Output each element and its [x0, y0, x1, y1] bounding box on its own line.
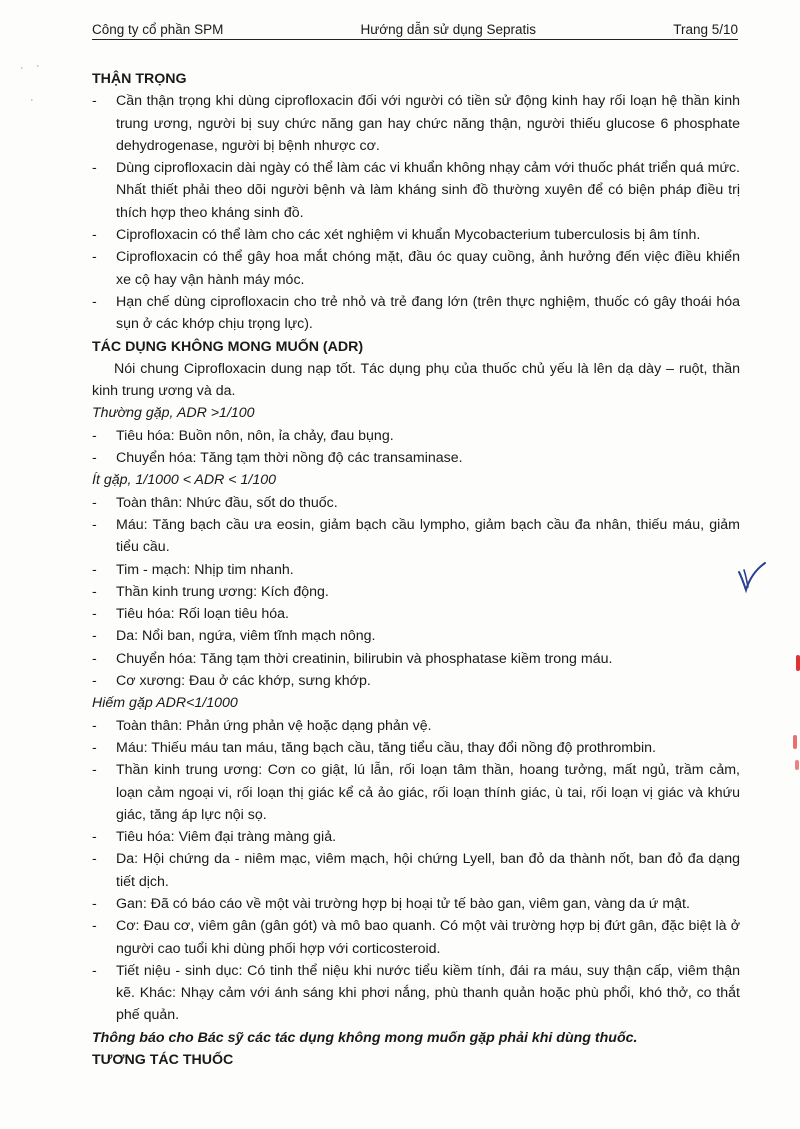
list-dash: -	[92, 717, 97, 734]
list-dash: -	[92, 494, 97, 511]
list-item-text: Tim - mạch: Nhịp tim nhanh.	[116, 561, 294, 578]
red-stamp-edge	[796, 655, 800, 671]
list-dash: -	[92, 628, 97, 645]
list-item	[92, 960, 740, 1027]
red-stamp-edge	[795, 760, 799, 770]
list-item-text: Hạn chế dùng ciprofloxacin cho trẻ nhỏ và trẻ đang lớn (trên thực nghiệm, thuốc có gây thoái hóa sụn ở các khớp chịu trọng lực).	[116, 293, 740, 333]
list-item	[92, 737, 740, 759]
list-dash: -	[92, 450, 97, 467]
list-item	[92, 826, 740, 848]
list-dash: -	[92, 829, 97, 846]
list-item	[92, 246, 740, 291]
list-item-text: Tiêu hóa: Buồn nôn, nôn, ỉa chảy, đau bụng.	[116, 427, 394, 444]
list-item-text: Gan: Đã có báo cáo về một vài trường hợp bị hoại tử tế bào gan, viêm gan, vàng da ứ mật.	[116, 895, 690, 912]
list-dash: -	[92, 851, 97, 868]
list-item	[92, 893, 740, 915]
bullet-list	[92, 492, 740, 693]
bullet-list	[92, 90, 740, 335]
list-item	[92, 224, 740, 246]
list-item-text: Cơ: Đau cơ, viêm gân (gân gót) và mô bao quanh. Có một vài trường hợp bị đứt gân, đặc biệt là ở người cao tuổi khi dùng phối hợp với corticosteroid.	[116, 918, 740, 957]
list-item	[92, 581, 740, 603]
list-item	[92, 848, 740, 893]
list-item-text: Tiết niệu - sinh dục: Có tinh thể niệu khi nước tiểu kiềm tính, đái ra máu, suy thận cấp, viêm thận kẽ. Khác: Nhạy cảm với ánh sáng khi phơi nắng, phù thanh quản hoặc phù phổi, khó thở, co thắt phế quản.	[116, 962, 740, 1024]
margin-speck: ·	[36, 60, 40, 72]
bullet-list	[92, 425, 740, 470]
list-item-text: Da: Hội chứng da - niêm mạc, viêm mạch, hội chứng Lyell, ban đỏ da thành nốt, ban đỏ đa dạng tiết dịch.	[116, 851, 740, 890]
list-dash: -	[92, 293, 97, 310]
list-dash: -	[92, 516, 97, 533]
list-dash: -	[92, 93, 97, 110]
section-heading: THẬN TRỌNG	[92, 71, 187, 87]
margin-speck: ·	[20, 62, 24, 74]
list-dash: -	[92, 583, 97, 600]
list-item-text: Chuyển hóa: Tăng tạm thời creatinin, bilirubin và phosphatase kiềm trong máu.	[116, 650, 613, 667]
bullet-list	[92, 715, 740, 1027]
list-item-text: Toàn thân: Phản ứng phản vệ hoặc dạng phản vệ.	[116, 717, 432, 734]
list-dash: -	[92, 650, 97, 667]
frequency-subheading: Thường gặp, ADR >1/100	[92, 405, 255, 422]
list-item-text: Thần kinh trung ương: Cơn co giật, lú lẫn, rối loạn tâm thần, hoang tưởng, mất ngủ, trầm cảm, loạn cảm ngoại vi, rối loạn thị giác kể cả ảo giác, rối loạn thính giác, ù tai, rối loạn vị giác và khứu giác, tăng áp lực nội sọ.	[116, 762, 740, 823]
list-item-text: Máu: Tăng bạch cầu ưa eosin, giảm bạch cầu lympho, giảm bạch cầu đa nhân, thiếu máu, giảm tiểu cầu.	[116, 516, 740, 556]
list-item	[92, 603, 740, 625]
list-item-text: Da: Nổi ban, ngứa, viêm tĩnh mạch nông.	[116, 628, 376, 645]
list-item-text: Cần thận trọng khi dùng ciprofloxacin đối với người có tiền sử động kinh hay rối loạn hệ thần kinh trung ương, người bị suy chức năng gan hay chức năng thận, người thiếu glucose 6 phosphate dehydrogenase, người bị bệnh nhược cơ.	[116, 93, 740, 154]
list-dash: -	[92, 918, 97, 935]
list-item-text: Ciprofloxacin có thể gây hoa mắt chóng mặt, đầu óc quay cuồng, ảnh hưởng đến việc điều khiển xe cộ hay vận hành máy móc.	[116, 249, 740, 288]
page-header	[92, 17, 738, 40]
list-item	[92, 291, 740, 336]
list-dash: -	[92, 962, 97, 979]
list-item	[92, 625, 740, 647]
list-item-text: Toàn thân: Nhức đầu, sốt do thuốc.	[116, 494, 338, 511]
list-item	[92, 157, 740, 224]
list-item	[92, 514, 740, 559]
list-item	[92, 759, 740, 826]
notice-text: Thông báo cho Bác sỹ các tác dụng không mong muốn gặp phải khi dùng thuốc.	[92, 1029, 638, 1046]
red-stamp-edge	[793, 735, 797, 749]
list-item-text: Thần kinh trung ương: Kích động.	[116, 583, 329, 600]
list-item-text: Ciprofloxacin có thể làm cho các xét nghiệm vi khuẩn Mycobacterium tuberculosis bị âm tính.	[116, 227, 701, 244]
list-item	[92, 559, 740, 581]
list-dash: -	[92, 895, 97, 912]
list-item	[92, 915, 740, 960]
list-dash: -	[92, 606, 97, 623]
list-dash: -	[92, 739, 97, 756]
frequency-subheading: Ít gặp, 1/1000 < ADR < 1/100	[92, 472, 277, 489]
margin-speck: ·	[30, 94, 34, 106]
list-item-text: Cơ xương: Đau ở các khớp, sưng khớp.	[116, 673, 371, 690]
list-item	[92, 425, 740, 447]
list-item-text: Máu: Thiếu máu tan máu, tăng bạch cầu, tăng tiểu cầu, thay đổi nồng độ prothrombin.	[116, 739, 656, 756]
list-dash: -	[92, 249, 97, 266]
list-dash: -	[92, 427, 97, 444]
section-heading: TÁC DỤNG KHÔNG MONG MUỐN (ADR)	[92, 338, 364, 355]
header-company: Công ty cổ phần SPM	[92, 22, 224, 37]
list-item	[92, 90, 740, 157]
document-body	[92, 68, 740, 1071]
list-item	[92, 715, 740, 737]
paragraph: Nói chung Ciprofloxacin dung nạp tốt. Tác dụng phụ của thuốc chủ yếu là lên dạ dày – ruột, thần kinh trung ương và da.	[92, 360, 740, 400]
frequency-subheading: Hiếm gặp ADR<1/1000	[92, 695, 238, 712]
list-item-text: Tiêu hóa: Rối loạn tiêu hóa.	[116, 606, 289, 623]
section-heading: TƯƠNG TÁC THUỐC	[92, 1052, 234, 1069]
header-doc-title: Hướng dẫn sử dụng Sepratis	[360, 22, 537, 37]
list-item	[92, 670, 740, 692]
list-item-text: Chuyển hóa: Tăng tạm thời nồng độ các transaminase.	[116, 450, 463, 467]
list-dash: -	[92, 160, 97, 177]
list-dash: -	[92, 762, 97, 779]
list-dash: -	[92, 227, 97, 244]
list-item-text: Dùng ciprofloxacin dài ngày có thể làm các vi khuẩn không nhạy cảm với thuốc phát triển quá mức. Nhất thiết phải theo dõi người bệnh và làm kháng sinh đồ thường xuyên để có biện pháp điều trị thích hợp theo kháng sinh đồ.	[116, 160, 740, 221]
list-item	[92, 492, 740, 514]
list-item	[92, 447, 740, 469]
list-dash: -	[92, 561, 97, 578]
list-item	[92, 648, 740, 670]
list-item-text: Tiêu hóa: Viêm đại tràng màng giả.	[116, 829, 337, 846]
header-page-number: Trang 5/10	[673, 22, 738, 37]
list-dash: -	[92, 673, 97, 690]
handwritten-check-mark	[735, 560, 769, 594]
